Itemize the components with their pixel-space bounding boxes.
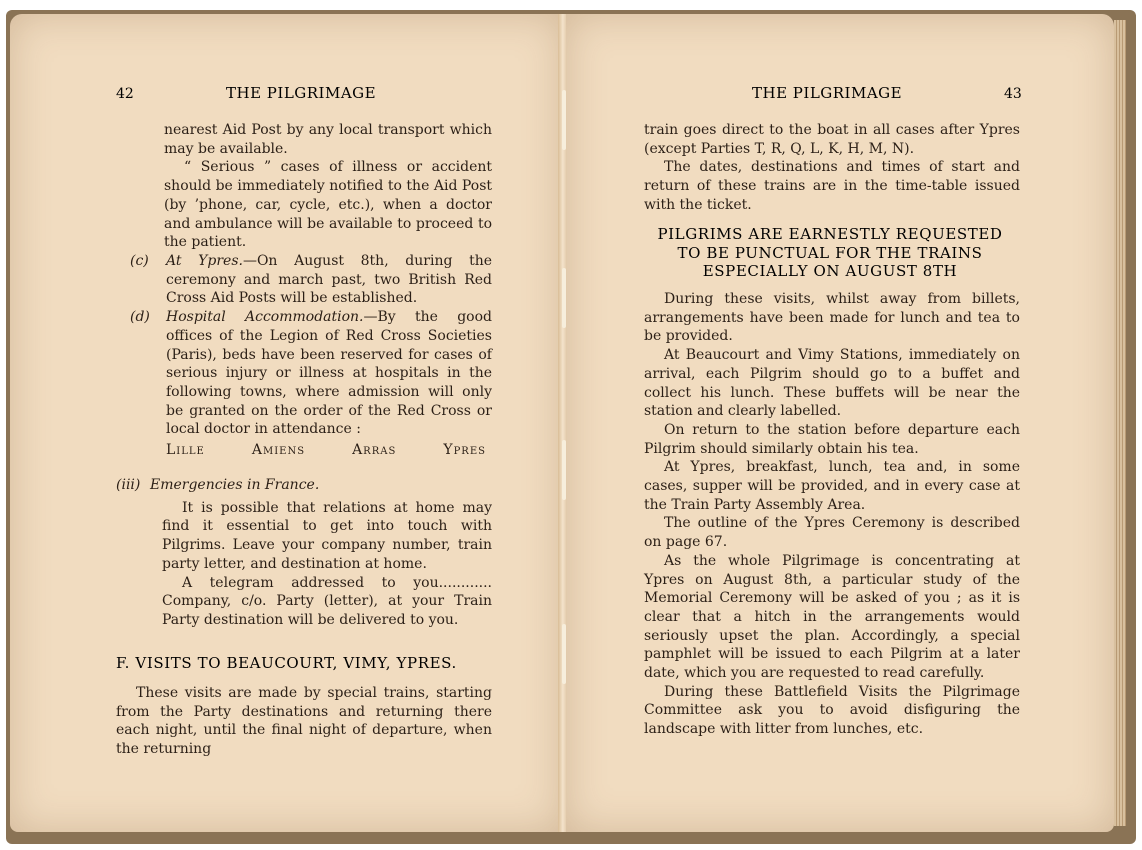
town-lille: Lille	[166, 442, 205, 459]
sub-iii-title: Emergencies in France.	[150, 477, 320, 493]
item-d-title: Hospital Accommodation.	[166, 309, 364, 326]
para-train: train goes direct to the boat in all cases after Ypres (except Parties T, R, Q, L, K, H, M, N).	[644, 122, 1020, 157]
town-ypres: Ypres	[443, 442, 486, 459]
para-telegram: A telegram addressed to you............ Company, c/o. Party (letter), at your Train Party destination will be delivered to you.	[162, 574, 492, 628]
left-page-number: 42	[116, 86, 134, 102]
left-top-text	[164, 121, 492, 252]
punctuality-banner	[638, 225, 1022, 281]
para-beaucourt: At Beaucourt and Vimy Stations, immediately on arrival, each Pilgrim should go to a buffet and collect his lunch. These buffets will be near the station and clearly labelled.	[644, 347, 1020, 420]
left-running-head: THE PILGRIMAGE	[226, 84, 377, 102]
towns-list	[166, 441, 492, 460]
right-top-text	[644, 121, 1020, 215]
para-continued: nearest Aid Post by any local transport which may be available.	[164, 122, 492, 157]
page-edges	[1114, 20, 1126, 826]
emergencies-block	[116, 476, 492, 630]
para-visits: These visits are made by special trains, starting from the Party destinations and returning there each night, until the final night of departure, when the returning	[116, 685, 492, 758]
item-d-label: (d)	[130, 309, 150, 326]
section-f-heading: F. VISITS TO BEAUCOURT, VIMY, YPRES.	[116, 654, 457, 672]
emergencies-body	[116, 499, 492, 630]
right-page-number: 43	[1004, 86, 1022, 102]
banner-line-1: PILGRIMS ARE EARNESTLY REQUESTED	[657, 225, 1003, 243]
banner-line-3: ESPECIALLY ON AUGUST 8TH	[702, 262, 958, 281]
para-battlefield: During these Battlefield Visits the Pilgrimage Committee ask you to avoid disfiguring the landscape with litter from lunches, etc.	[644, 683, 1020, 738]
para-outline: The outline of the Ypres Ceremony is described on page 67.	[644, 515, 1020, 551]
item-c-label: (c)	[130, 253, 149, 269]
para-whole: As the whole Pilgrimage is concentrating at Ypres on August 8th, a particular study of the Memorial Ceremony will be asked of you ; as it is clear that a hitch in the arrangements would seriously upset the plan. Accordingly, a special pamphlet will be issued to each Pilgrim at a later date, which you are requested to read carefully.	[644, 552, 1020, 682]
para-serious: “ Serious ” cases of illness or accident should be immediately notified to the Aid Post (by ’phone, car, cycle, etc.), when a doctor and ambulance will be available to proceed to the patient.	[164, 159, 492, 251]
visits-block	[116, 684, 492, 759]
right-running-head: THE PILGRIMAGE	[752, 84, 903, 102]
item-c	[130, 252, 492, 308]
para-ypres: At Ypres, breakfast, lunch, tea and, in some cases, supper will be provided, and in every case at the Train Party Assembly Area.	[644, 459, 1020, 513]
para-during: During these visits, whilst away from billets, arrangements have been made for lunch and tea to be provided.	[644, 291, 1020, 345]
item-d-text: —By the good offices of the Legion of Red Cross Societies (Paris), beds have been reserved for cases of serious injury or illness at hospitals in the following towns, where admission will only be granted on the order of the Red Cross or local doctor in attendance :	[166, 309, 492, 438]
town-amiens: Amiens	[251, 442, 306, 459]
sub-iii-label: (iii)	[116, 477, 141, 493]
para-emergencies: It is possible that relations at home may find it essential to get into touch with Pilgrims. Leave your company number, train party letter, and destination at home.	[162, 499, 492, 572]
para-return: On return to the station before departure each Pilgrim should similarly obtain his tea.	[644, 421, 1020, 457]
left-items	[130, 252, 492, 460]
sub-iii-heading	[116, 476, 492, 495]
item-c-text: —On August 8th, during the ceremony and march past, two British Red Cross Aid Posts will be established.	[166, 253, 492, 307]
right-main-text	[644, 290, 1020, 739]
para-dates: The dates, destinations and times of start and return of these trains are in the time-table issued with the ticket.	[644, 159, 1020, 213]
banner-line-2: TO BE PUNCTUAL FOR THE TRAINS	[677, 243, 983, 262]
town-arras: Arras	[352, 442, 397, 459]
item-c-title: At Ypres.	[166, 253, 243, 269]
item-d	[130, 308, 492, 460]
